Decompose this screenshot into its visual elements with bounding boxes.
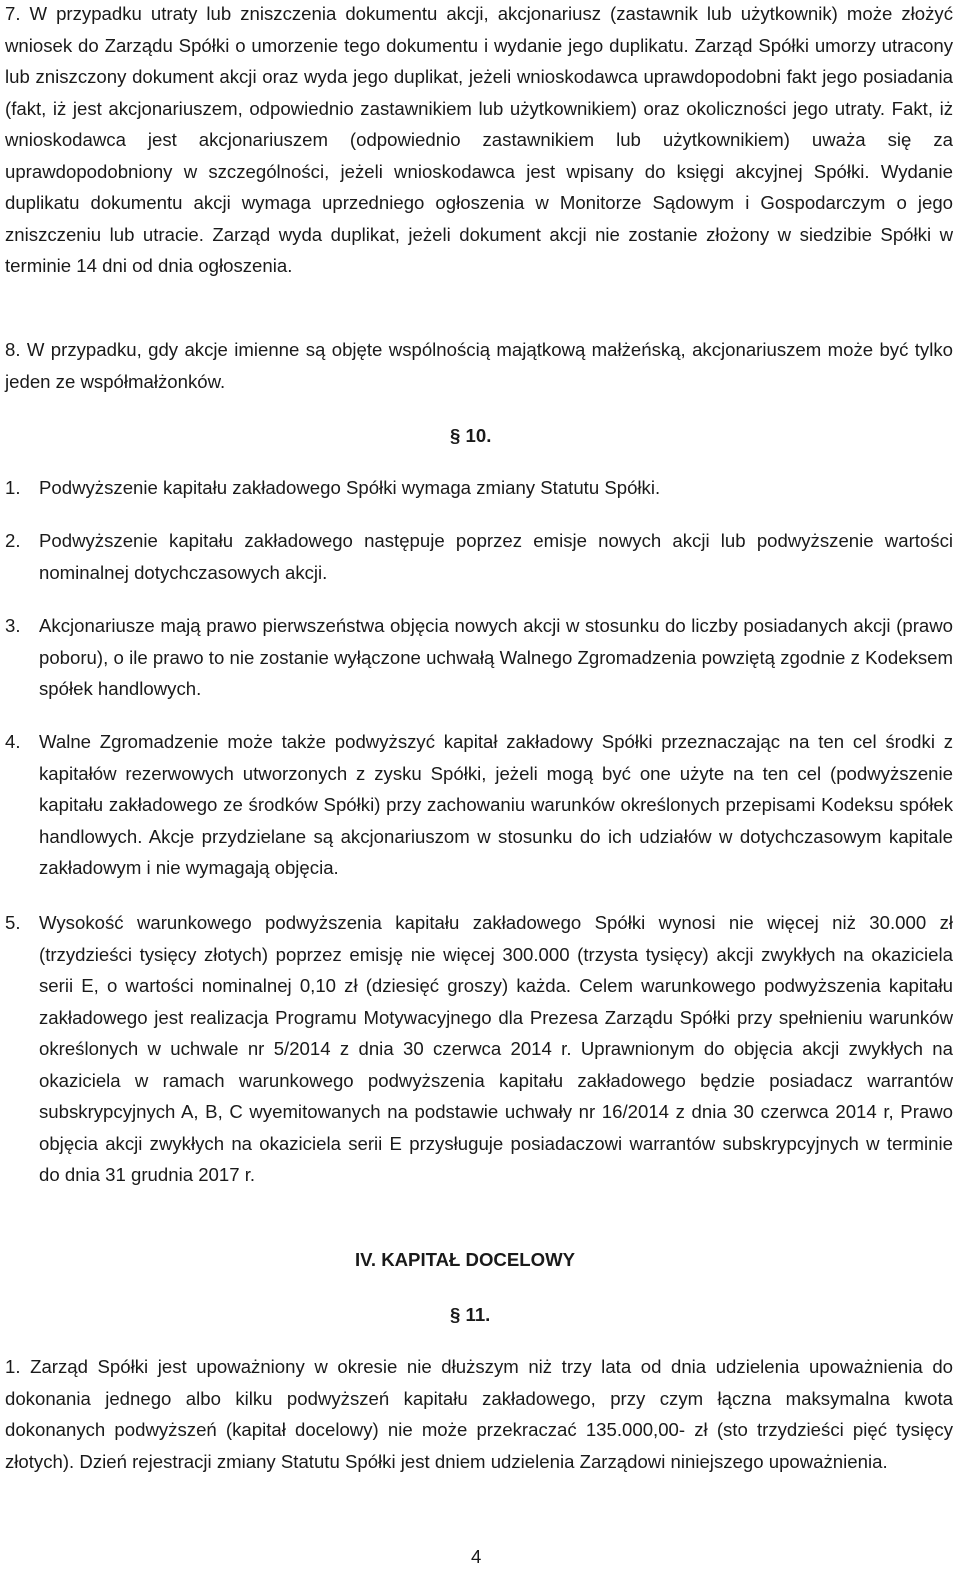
section-10-item-1 bbox=[5, 472, 953, 504]
section-11-paragraph-1: 1. Zarząd Spółki jest upoważniony w okresie nie dłuższym niż trzy lata od dnia udzielenia upoważnienia do dokonania jednego albo kilku podwyższeń kapitału zakładowego, przy czym łączna maksymalna kwota dokonanych podwyższeń (kapitał docelowy) nie może przekraczać 135.000,00- zł (sto trzydzieści pięć tysięcy złotych). Dzień rejestracji zmiany Statutu Spółki jest dniem udzielenia Zarządowi niniejszego upoważnienia. bbox=[5, 1356, 953, 1472]
item-number: 1. bbox=[5, 477, 21, 498]
page-number: 4 bbox=[471, 1546, 482, 1567]
section-10-item-5 bbox=[5, 907, 953, 1191]
item-text: Podwyższenie kapitału zakładowego następuje poprzez emisje nowych akcji lub podwyższenie wartości nominalnej dotychczasowych akcji. bbox=[39, 530, 953, 583]
item-text: Walne Zgromadzenie może także podwyższyć kapitał zakładowy Spółki przeznaczając na ten cel środki z kapitałów rezerwowych utworzonych z zysku Spółki, jeżeli mogą być one użyte na ten cel (podwyższenie kapitału zakładowego ze środków Spółki) przy zachowaniu warunków określonych przepisami Kodeksu spółek handlowych. Akcje przydzielane są akcjonariuszom w stosunku do ich udziałów w dotychczasowym kapitale zakładowym i nie wymagają objęcia. bbox=[39, 731, 953, 878]
paragraph-7: 7. W przypadku utraty lub zniszczenia dokumentu akcji, akcjonariusz (zastawnik lub użytkownik) może złożyć wniosek do Zarządu Spółki o umorzenie tego dokumentu i wydanie jego duplikatu. Zarząd Spółki umorzy utracony lub zniszczony dokument akcji oraz wyda jego duplikat, jeżeli wnioskodawca uprawdopodobni fakt jego posiadania (fakt, iż jest akcjonariuszem, odpowiednio zastawnikiem lub użytkownikiem) oraz okoliczności jego utraty. Fakt, iż wnioskodawca jest akcjonariuszem (odpowiednio zastawnikiem lub użytkownikiem) uważa się za uprawdopodobniony w szczególności, jeżeli wnioskodawca jest wpisany do księgi akcyjnej Spółki. Wydanie duplikatu dokumentu akcji wymaga uprzedniego ogłoszenia w Monitorze Sądowym i Gospodarczym o jego zniszczeniu lub utracie. Zarząd wyda duplikat, jeżeli dokument akcji nie zostanie złożony w siedzibie Spółki w terminie 14 dni od dnia ogłoszenia. bbox=[5, 3, 953, 276]
item-number: 3. bbox=[5, 615, 21, 636]
section-10-heading: § 10. bbox=[450, 425, 492, 446]
section-10-item-3 bbox=[5, 610, 953, 705]
item-number: 5. bbox=[5, 912, 21, 933]
section-10-item-2 bbox=[5, 525, 953, 588]
chapter-heading: IV. KAPITAŁ DOCELOWY bbox=[355, 1249, 576, 1270]
section-11-heading: § 11. bbox=[450, 1304, 491, 1325]
item-text: Wysokość warunkowego podwyższenia kapitału zakładowego Spółki wynosi nie więcej niż 30.000 zł (trzydzieści tysięcy złotych) poprzez emisję nie więcej 300.000 (trzysta tysięcy) akcji zwykłych na okaziciela serii E, o wartości nominalnej 0,10 zł (dziesięć groszy) każda. Celem warunkowego podwyższenia kapitału zakładowego jest realizacja Programu Motywacyjnego dla Prezesa Zarządu Spółki przy spełnieniu warunków określonych w uchwale nr 5/2014 z dnia 30 czerwca 2014 r. Uprawnionym do objęcia akcji zwykłych na okaziciela w ramach warunkowego podwyższenia kapitału zakładowego będzie posiadacz warrantów subskrypcyjnych A, B, C wyemitowanych na podstawie uchwały nr 16/2014 z dnia 30 czerwca 2014 r, Prawo objęcia akcji zwykłych na okaziciela serii E przysługuje posiadaczowi warrantów subskrypcyjnych w terminie do dnia 31 grudnia 2017 r. bbox=[39, 912, 953, 1185]
paragraph-8: 8. W przypadku, gdy akcje imienne są objęte wspólnością majątkową małżeńską, akcjonariuszem może być tylko jeden ze współmałżonków. bbox=[5, 339, 953, 392]
item-text: Akcjonariusze mają prawo pierwszeństwa objęcia nowych akcji w stosunku do liczby posiadanych akcji (prawo poboru), o ile prawo to nie zostanie wyłączone uchwałą Walnego Zgromadzenia powziętą zgodnie z Kodeksem spółek handlowych. bbox=[39, 615, 953, 699]
section-10-item-4 bbox=[5, 726, 953, 884]
item-number: 4. bbox=[5, 731, 21, 752]
item-text: Podwyższenie kapitału zakładowego Spółki wymaga zmiany Statutu Spółki. bbox=[39, 477, 661, 498]
item-number: 2. bbox=[5, 530, 21, 551]
